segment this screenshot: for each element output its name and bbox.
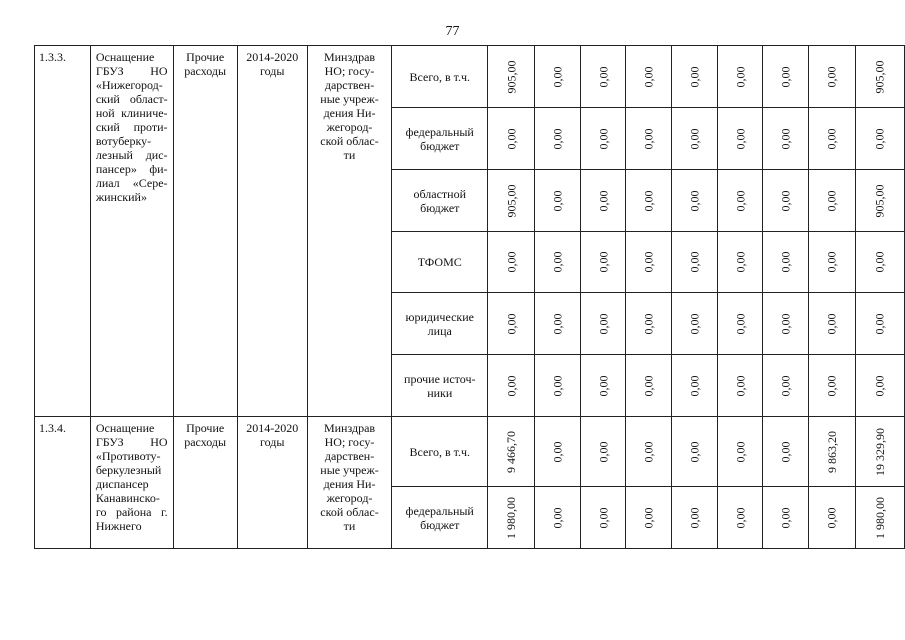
- expense-type: Прочие расходы: [173, 417, 237, 549]
- amount-value: 0,00: [872, 128, 887, 149]
- amount-value: 0,00: [733, 441, 748, 462]
- funding-source: федеральный бюджет: [392, 108, 488, 170]
- amount-cell: [626, 487, 672, 549]
- amount-value: 905,00: [504, 60, 519, 93]
- amount-cell: [763, 417, 809, 487]
- amount-value: 0,00: [641, 128, 656, 149]
- amount-value: 0,00: [504, 375, 519, 396]
- amount-value: 0,00: [872, 375, 887, 396]
- amount-cell: [488, 108, 535, 170]
- amount-cell: [626, 355, 672, 417]
- row-code: 1.3.3.: [35, 46, 91, 417]
- amount-value: 0,00: [596, 190, 611, 211]
- amount-cell: [626, 46, 672, 108]
- amount-value: 0,00: [550, 441, 565, 462]
- amount-cell: [488, 232, 535, 293]
- amount-value: 0,00: [824, 190, 839, 211]
- amount-cell: [535, 232, 581, 293]
- table-row: [35, 417, 905, 487]
- amount-value: 0,00: [733, 66, 748, 87]
- amount-cell: [855, 232, 904, 293]
- amount-cell: [580, 108, 626, 170]
- amount-cell: [626, 417, 672, 487]
- amount-value: 0,00: [596, 313, 611, 334]
- amount-value: 0,00: [824, 375, 839, 396]
- table-row: [35, 46, 905, 108]
- amount-value: 0,00: [687, 507, 702, 528]
- amount-cell: [763, 487, 809, 549]
- amount-cell: [580, 417, 626, 487]
- amount-cell: [809, 108, 856, 170]
- amount-cell: [855, 355, 904, 417]
- amount-value: 905,00: [872, 60, 887, 93]
- amount-value: 0,00: [504, 251, 519, 273]
- amount-cell: [580, 170, 626, 232]
- amount-cell: [855, 170, 904, 232]
- amount-cell: [488, 487, 535, 549]
- page-number: 77: [445, 24, 460, 39]
- amount-cell: [535, 417, 581, 487]
- amount-value: 0,00: [824, 128, 839, 149]
- amount-cell: [672, 46, 718, 108]
- amount-value: 0,00: [550, 507, 565, 528]
- amount-cell: [626, 108, 672, 170]
- amount-cell: [580, 487, 626, 549]
- amount-value: 0,00: [687, 190, 702, 211]
- amount-value: 0,00: [550, 128, 565, 149]
- amount-cell: [717, 108, 763, 170]
- amount-cell: [672, 170, 718, 232]
- amount-cell: [672, 108, 718, 170]
- amount-cell: [717, 232, 763, 293]
- amount-value: 0,00: [550, 190, 565, 211]
- amount-value: 9 466,70: [504, 430, 519, 473]
- amount-cell: [672, 487, 718, 549]
- amount-cell: [717, 355, 763, 417]
- amount-value: 0,00: [504, 128, 519, 149]
- amount-cell: [763, 355, 809, 417]
- amount-cell: [763, 108, 809, 170]
- funding-source: областной бюджет: [392, 170, 488, 232]
- amount-value: 0,00: [778, 375, 793, 396]
- amount-value: 0,00: [687, 66, 702, 87]
- amount-value: 9 863,20: [824, 430, 839, 473]
- amount-cell: [535, 170, 581, 232]
- amount-value: 0,00: [641, 313, 656, 334]
- funding-source: Всего, в т.ч.: [392, 417, 488, 487]
- financing-table: [34, 45, 905, 549]
- amount-cell: [763, 170, 809, 232]
- amount-cell: [809, 293, 856, 355]
- amount-cell: [626, 293, 672, 355]
- amount-value: 0,00: [824, 507, 839, 528]
- amount-value: 0,00: [733, 128, 748, 149]
- amount-cell: [488, 417, 535, 487]
- amount-cell: [672, 293, 718, 355]
- amount-cell: [488, 293, 535, 355]
- amount-cell: [809, 355, 856, 417]
- amount-value: 0,00: [872, 313, 887, 334]
- amount-cell: [809, 46, 856, 108]
- expense-type: Прочие расходы: [173, 46, 237, 417]
- amount-cell: [717, 487, 763, 549]
- funding-source: ТФОМС: [392, 232, 488, 293]
- funding-source: Всего, в т.ч.: [392, 46, 488, 108]
- amount-value: 0,00: [641, 441, 656, 462]
- amount-cell: [580, 293, 626, 355]
- amount-cell: [717, 417, 763, 487]
- period: 2014-2020 годы: [237, 417, 307, 549]
- amount-cell: [809, 487, 856, 549]
- amount-value: 0,00: [596, 128, 611, 149]
- amount-cell: [535, 46, 581, 108]
- funding-source: федеральный бюджет: [392, 487, 488, 549]
- amount-value: 0,00: [687, 375, 702, 396]
- amount-value: 905,00: [872, 184, 887, 217]
- amount-cell: [626, 232, 672, 293]
- amount-cell: [580, 232, 626, 293]
- amount-cell: [717, 170, 763, 232]
- funding-source: прочие источ-ники: [392, 355, 488, 417]
- amount-value: 0,00: [778, 128, 793, 149]
- row-code: 1.3.4.: [35, 417, 91, 549]
- amount-value: 0,00: [824, 66, 839, 87]
- amount-value: 0,00: [778, 507, 793, 528]
- amount-cell: [488, 170, 535, 232]
- amount-cell: [855, 487, 904, 549]
- amount-cell: [672, 232, 718, 293]
- amount-value: 0,00: [778, 441, 793, 462]
- amount-value: 0,00: [596, 375, 611, 396]
- amount-value: 0,00: [778, 313, 793, 334]
- amount-cell: [535, 293, 581, 355]
- amount-value: 0,00: [596, 507, 611, 528]
- amount-value: 905,00: [504, 184, 519, 217]
- amount-cell: [535, 487, 581, 549]
- amount-value: 0,00: [733, 313, 748, 334]
- amount-cell: [717, 46, 763, 108]
- amount-cell: [672, 355, 718, 417]
- amount-value: 0,00: [687, 128, 702, 149]
- amount-cell: [717, 293, 763, 355]
- amount-value: 0,00: [550, 313, 565, 334]
- amount-cell: [580, 46, 626, 108]
- executor: Минздрав НО; госу- дарствен- ные учреж- дения Ни- жегород- ской облас- ти: [307, 46, 392, 417]
- amount-value: 0,00: [778, 251, 793, 273]
- amount-value: 0,00: [596, 251, 611, 273]
- amount-value: 0,00: [824, 313, 839, 334]
- amount-value: 0,00: [733, 507, 748, 528]
- amount-cell: [763, 232, 809, 293]
- amount-value: 0,00: [550, 375, 565, 396]
- amount-value: 0,00: [824, 251, 839, 273]
- amount-cell: [535, 355, 581, 417]
- funding-source: юридические лица: [392, 293, 488, 355]
- amount-value: 0,00: [687, 441, 702, 462]
- amount-cell: [809, 417, 856, 487]
- amount-value: 0,00: [687, 313, 702, 334]
- amount-value: 0,00: [733, 251, 748, 273]
- amount-cell: [535, 108, 581, 170]
- row-name: Оснащение ГБУЗ НО «Противоту-беркулезный диспансер Канавинско-го района г. Нижнего: [90, 417, 173, 549]
- amount-value: 0,00: [596, 66, 611, 87]
- amount-cell: [855, 417, 904, 487]
- amount-value: 0,00: [733, 190, 748, 211]
- amount-cell: [809, 170, 856, 232]
- amount-value: 0,00: [778, 190, 793, 211]
- executor: Минздрав НО; госу- дарствен- ные учреж- дения Ни- жегород- ской облас- ти: [307, 417, 392, 549]
- amount-cell: [855, 108, 904, 170]
- amount-cell: [763, 293, 809, 355]
- amount-cell: [672, 417, 718, 487]
- amount-cell: [809, 232, 856, 293]
- amount-value: 0,00: [641, 507, 656, 528]
- amount-value: 0,00: [872, 251, 887, 273]
- amount-value: 0,00: [641, 190, 656, 211]
- amount-cell: [855, 293, 904, 355]
- amount-cell: [763, 46, 809, 108]
- amount-cell: [855, 46, 904, 108]
- amount-value: 0,00: [778, 66, 793, 87]
- amount-value: 1 980,00: [504, 496, 519, 539]
- amount-value: 19 329,90: [872, 427, 887, 476]
- amount-value: 0,00: [733, 375, 748, 396]
- amount-value: 0,00: [504, 313, 519, 334]
- amount-value: 0,00: [550, 66, 565, 87]
- row-name: Оснащение ГБУЗ НО «Нижегород-ский област-ной клиниче-ский проти-вотуберку-лезный дис-пансер» фи-лиал «Сере-жинский»: [90, 46, 173, 417]
- amount-cell: [626, 170, 672, 232]
- amount-cell: [488, 355, 535, 417]
- amount-value: 0,00: [550, 251, 565, 273]
- amount-value: 0,00: [596, 441, 611, 462]
- amount-value: 0,00: [641, 375, 656, 396]
- amount-cell: [488, 46, 535, 108]
- amount-value: 1 980,00: [872, 496, 887, 539]
- amount-value: 0,00: [641, 251, 656, 273]
- amount-cell: [580, 355, 626, 417]
- amount-value: 0,00: [687, 251, 702, 273]
- amount-value: 0,00: [641, 66, 656, 87]
- period: 2014-2020 годы: [237, 46, 307, 417]
